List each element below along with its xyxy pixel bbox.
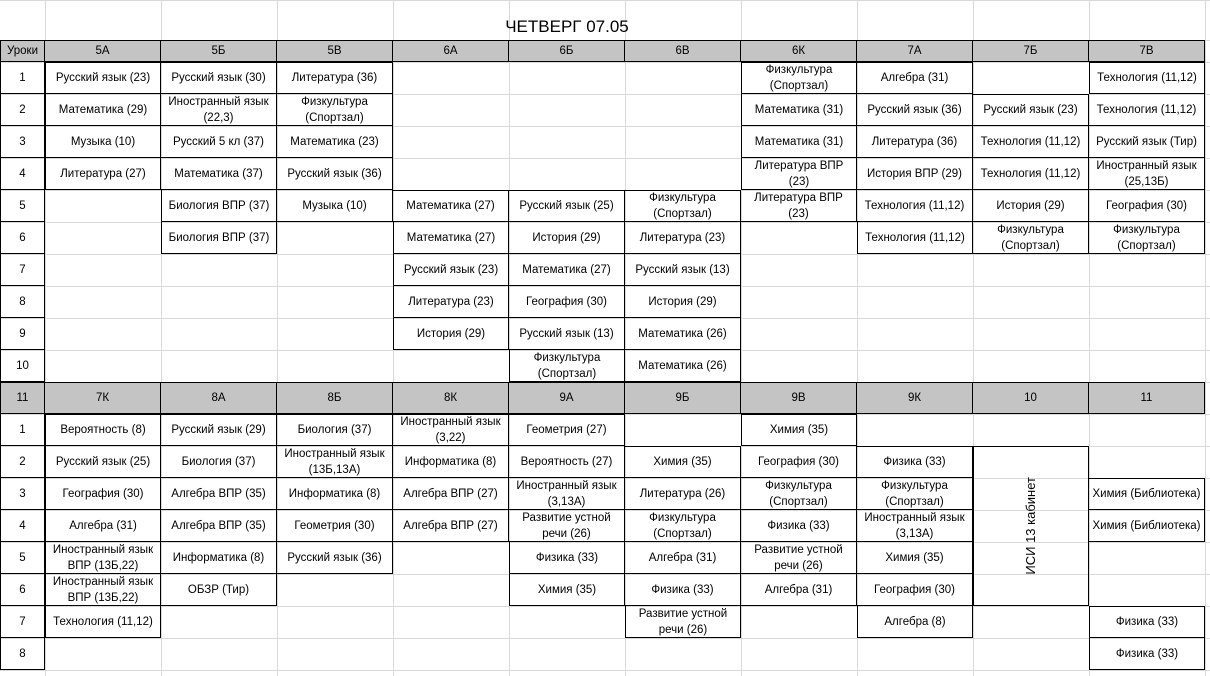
lesson-cell: Литература ВПР (23): [741, 190, 857, 222]
gridline-horizontal: [0, 606, 1210, 607]
lesson-cell: История (29): [973, 190, 1089, 222]
lesson-cell: Геометрия (30): [277, 510, 393, 542]
lesson-cell: Математика (31): [741, 94, 857, 126]
lesson-number: 8: [0, 286, 45, 318]
gridline-horizontal: [0, 0, 1210, 1]
lesson-cell: История (29): [393, 318, 509, 350]
class-header: 9В: [741, 382, 857, 414]
lesson-number: 7: [0, 606, 45, 638]
merged-cell-text: ИСИ 13 кабинет: [1023, 477, 1038, 575]
lesson-cell: Русский 5 кл (37): [161, 126, 277, 158]
class-header: 8А: [161, 382, 277, 414]
class-header: 8К: [393, 382, 509, 414]
lesson-cell: Технология (11,12): [1089, 62, 1205, 94]
lesson-number: 1: [0, 62, 45, 94]
lesson-cell: Физкультура (Спортзал): [277, 94, 393, 126]
merged-cell-isi: [973, 446, 1089, 606]
lesson-cell: Иностранный язык ВПР (13Б,22): [45, 542, 161, 574]
section-row-number: 11: [0, 382, 45, 414]
lesson-cell: Химия (35): [741, 414, 857, 446]
lesson-cell: Геометрия (27): [509, 414, 625, 446]
lesson-cell: Математика (27): [393, 190, 509, 222]
lesson-cell: Физкультура (Спортзал): [1089, 222, 1205, 254]
lesson-cell: Вероятность (8): [45, 414, 161, 446]
lesson-cell: Музыка (10): [277, 190, 393, 222]
class-header: 11: [1089, 382, 1205, 414]
class-header: 9А: [509, 382, 625, 414]
lesson-cell: Алгебра ВПР (27): [393, 478, 509, 510]
gridline-horizontal: [0, 670, 1210, 671]
page-title: ЧЕТВЕРГ 07.05: [505, 17, 629, 36]
lesson-cell: Русский язык (25): [509, 190, 625, 222]
class-header: 6Б: [509, 40, 625, 62]
lesson-number: 3: [0, 126, 45, 158]
lesson-cell: География (30): [1089, 190, 1205, 222]
lesson-cell: Развитие устной речи (26): [509, 510, 625, 542]
lesson-cell: География (30): [857, 574, 973, 606]
lesson-cell: Алгебра ВПР (35): [161, 510, 277, 542]
class-header: 5Б: [161, 40, 277, 62]
lesson-cell: Литература ВПР (23): [741, 158, 857, 190]
lesson-cell: Физкультура (Спортзал): [741, 62, 857, 94]
lesson-cell: Алгебра (8): [857, 606, 973, 638]
lesson-cell: Математика (26): [625, 318, 741, 350]
lesson-cell: Биология (37): [277, 414, 393, 446]
lesson-cell: Химия (Библиотека): [1089, 510, 1205, 542]
lesson-cell: История (29): [509, 222, 625, 254]
lesson-cell: Алгебра (31): [857, 62, 973, 94]
class-header: 8Б: [277, 382, 393, 414]
lesson-cell: Иностранный язык (22,3): [161, 94, 277, 126]
lesson-cell: Технология (11,12): [857, 222, 973, 254]
lesson-cell: Информатика (8): [161, 542, 277, 574]
lesson-cell: Физика (33): [857, 446, 973, 478]
lesson-cell: Иностранный язык (25,13Б): [1089, 158, 1205, 190]
lesson-cell: Биология (37): [161, 446, 277, 478]
lesson-cell: Русский язык (36): [277, 542, 393, 574]
lesson-cell: География (30): [741, 446, 857, 478]
lesson-cell: Технология (11,12): [973, 126, 1089, 158]
lesson-cell: История ВПР (29): [857, 158, 973, 190]
lesson-cell: Литература (36): [857, 126, 973, 158]
lesson-cell: Математика (26): [625, 350, 741, 382]
lesson-cell: Развитие устной речи (26): [741, 542, 857, 574]
lesson-cell: Физкультура (Спортзал): [741, 478, 857, 510]
lesson-number: 4: [0, 510, 45, 542]
lesson-cell: Алгебра ВПР (35): [161, 478, 277, 510]
lesson-cell: Технология (11,12): [973, 158, 1089, 190]
class-header: 6К: [741, 40, 857, 62]
lesson-cell: Русский язык (25): [45, 446, 161, 478]
lesson-cell: Литература (36): [277, 62, 393, 94]
lesson-cell: Русский язык (23): [45, 62, 161, 94]
lesson-cell: Информатика (8): [393, 446, 509, 478]
lesson-cell: Иностранный язык ВПР (13Б,22): [45, 574, 161, 606]
lesson-number: 4: [0, 158, 45, 190]
lesson-cell: История (29): [625, 286, 741, 318]
lesson-cell: Алгебра (31): [45, 510, 161, 542]
lesson-number: 6: [0, 222, 45, 254]
class-header: 7А: [857, 40, 973, 62]
lesson-cell: Химия (35): [857, 542, 973, 574]
lesson-cell: Физика (33): [625, 574, 741, 606]
lesson-cell: Биология ВПР (37): [161, 190, 277, 222]
lesson-cell: Химия (Библиотека): [1089, 478, 1205, 510]
lesson-cell: Алгебра ВПР (27): [393, 510, 509, 542]
lesson-cell: Литература (27): [45, 158, 161, 190]
lesson-number: 9: [0, 318, 45, 350]
lesson-cell: Математика (27): [509, 254, 625, 286]
lesson-cell: Технология (11,12): [45, 606, 161, 638]
lesson-cell: Русский язык (23): [393, 254, 509, 286]
lesson-cell: Физика (33): [1089, 638, 1205, 670]
lesson-cell: Технология (11,12): [857, 190, 973, 222]
class-header: 7Б: [973, 40, 1089, 62]
lesson-cell: Физкультура (Спортзал): [625, 190, 741, 222]
lesson-cell: ОБЗР (Тир): [161, 574, 277, 606]
lesson-cell: Русский язык (13): [625, 254, 741, 286]
lesson-cell: Физика (33): [741, 510, 857, 542]
lesson-cell: Физика (33): [509, 542, 625, 574]
lesson-cell: Информатика (8): [277, 478, 393, 510]
lesson-cell: Русский язык (36): [277, 158, 393, 190]
lesson-cell: Литература (26): [625, 478, 741, 510]
lesson-cell: Русский язык (13): [509, 318, 625, 350]
class-header: 6А: [393, 40, 509, 62]
class-header: 5А: [45, 40, 161, 62]
class-header: 9К: [857, 382, 973, 414]
class-header: 7К: [45, 382, 161, 414]
lesson-cell: Развитие устной речи (26): [625, 606, 741, 638]
lesson-number: 5: [0, 542, 45, 574]
lesson-cell: Литература (23): [625, 222, 741, 254]
lesson-cell: Физкультура (Спортзал): [973, 222, 1089, 254]
class-header: 5В: [277, 40, 393, 62]
lesson-cell: Физкультура (Спортзал): [857, 478, 973, 510]
lesson-number: 5: [0, 190, 45, 222]
lesson-cell: Физкультура (Спортзал): [625, 510, 741, 542]
lesson-cell: Русский язык (23): [973, 94, 1089, 126]
gridline-horizontal: [0, 638, 1210, 639]
lesson-cell: Алгебра (31): [625, 542, 741, 574]
lesson-cell: Физкультура (Спортзал): [509, 350, 625, 382]
lesson-cell: Русский язык (Тир): [1089, 126, 1205, 158]
lesson-number: 2: [0, 446, 45, 478]
lesson-number: 10: [0, 350, 45, 382]
lesson-cell: Алгебра (31): [741, 574, 857, 606]
lesson-cell: Иностранный язык (13Б,13А): [277, 446, 393, 478]
lesson-cell: География (30): [45, 478, 161, 510]
lesson-cell: Иностранный язык (3,13А): [509, 478, 625, 510]
lesson-number: 6: [0, 574, 45, 606]
header-uroki: Уроки: [0, 40, 45, 62]
lesson-cell: Литература (23): [393, 286, 509, 318]
lesson-cell: Русский язык (30): [161, 62, 277, 94]
lesson-cell: Математика (27): [393, 222, 509, 254]
lesson-cell: Иностранный язык (3,13А): [857, 510, 973, 542]
class-header: 10: [973, 382, 1089, 414]
lesson-number: 7: [0, 254, 45, 286]
lesson-cell: География (30): [509, 286, 625, 318]
lesson-cell: Русский язык (29): [161, 414, 277, 446]
lesson-cell: Математика (37): [161, 158, 277, 190]
lesson-cell: Математика (23): [277, 126, 393, 158]
lesson-cell: Химия (35): [625, 446, 741, 478]
lesson-number: 2: [0, 94, 45, 126]
lesson-cell: Технология (11,12): [1089, 94, 1205, 126]
lesson-number: 3: [0, 478, 45, 510]
lesson-number: 8: [0, 638, 45, 670]
class-header: 9Б: [625, 382, 741, 414]
lesson-cell: Русский язык (36): [857, 94, 973, 126]
lesson-cell: Химия (35): [509, 574, 625, 606]
lesson-cell: Иностранный язык (3,22): [393, 414, 509, 446]
lesson-cell: Физика (33): [1089, 606, 1205, 638]
lesson-cell: Математика (31): [741, 126, 857, 158]
class-header: 7В: [1089, 40, 1205, 62]
lesson-cell: Математика (29): [45, 94, 161, 126]
class-header: 6В: [625, 40, 741, 62]
lesson-cell: Вероятность (27): [509, 446, 625, 478]
lesson-number: 1: [0, 414, 45, 446]
lesson-cell: Биология ВПР (37): [161, 222, 277, 254]
lesson-cell: Музыка (10): [45, 126, 161, 158]
